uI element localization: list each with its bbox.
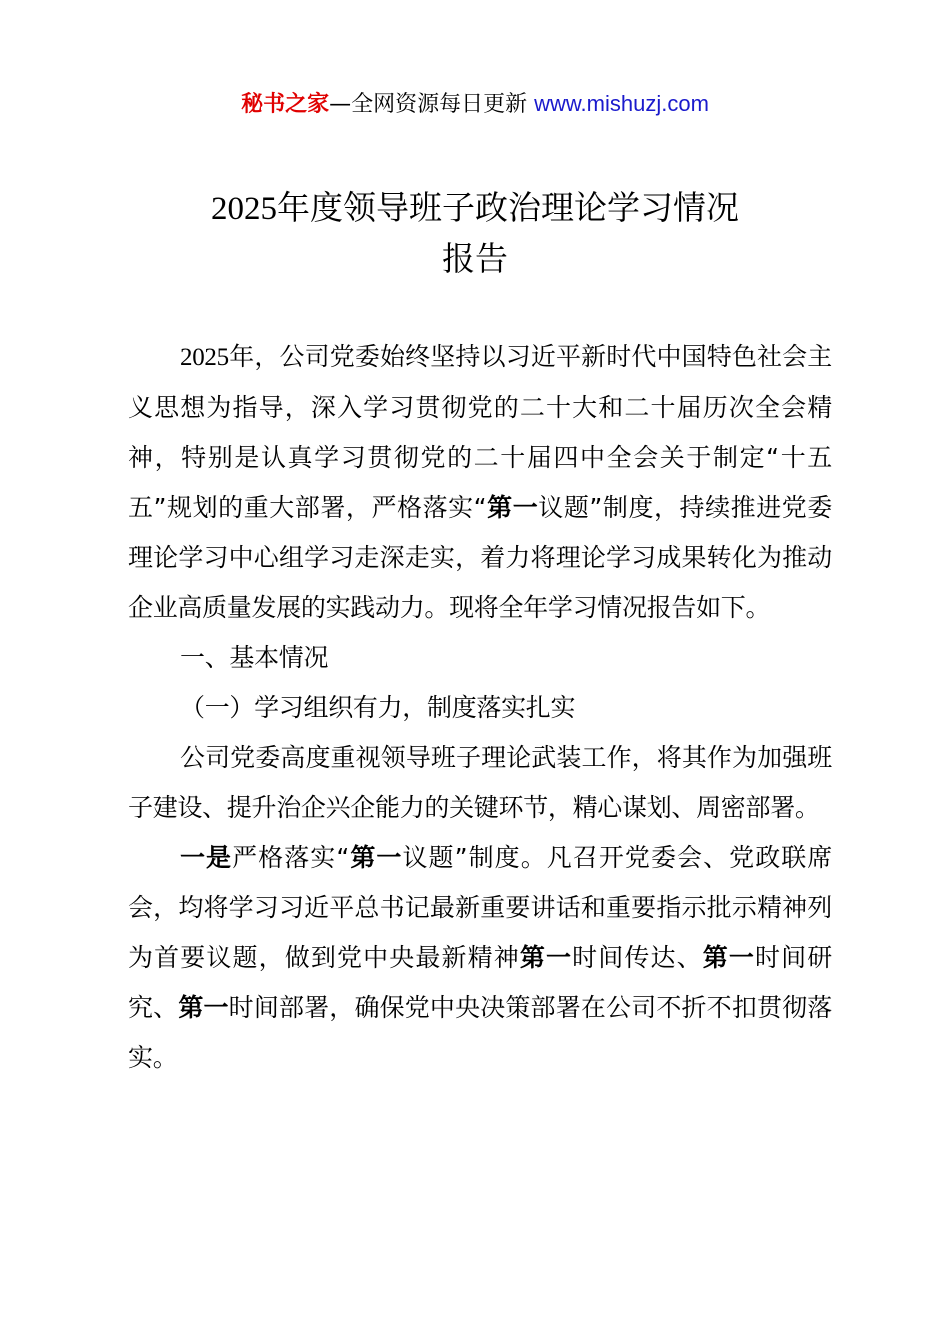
title-year: 2025 bbox=[211, 191, 277, 227]
intro-text-2: 议题”制度，持续推进党委理论学习中心组学习走深走实，着力将理论学习成果转化为推动企业高质量发展的实践动力。现将全年学习情况报告如下。 bbox=[128, 493, 833, 622]
intro-year: 2025 bbox=[180, 344, 229, 371]
point-one-text-5: 时间部署，确保党中央决策部署在公司不折不扣贯彻落实。 bbox=[128, 993, 833, 1072]
point-one-bold-1: 第一 bbox=[349, 843, 403, 872]
brand-name: 秘书之家 bbox=[241, 92, 330, 117]
title-line-1 bbox=[60, 183, 890, 234]
title-line-2: 报告 bbox=[442, 239, 508, 278]
point-one-text-2: 议题”制度。凡召开党委会、党政联席会，均将学习习近平总书记最新重要讲话和重要指示批示精神列为首要议题，做到党中央最新精神 bbox=[128, 843, 833, 972]
document-title bbox=[60, 183, 890, 283]
point-one-lead: 一是 bbox=[180, 843, 233, 872]
site-header bbox=[0, 88, 950, 121]
point-one-bold-3: 第一 bbox=[702, 943, 755, 972]
point-one-paragraph bbox=[128, 833, 832, 1083]
point-one-bold-2: 第一 bbox=[519, 943, 573, 972]
point-one-text-1: 严格落实“ bbox=[232, 843, 349, 872]
header-slogan: —全网资源每日更新 bbox=[329, 92, 528, 117]
intro-bold-first: 第一 bbox=[486, 493, 539, 522]
section-heading: 一、基本情况 bbox=[180, 643, 329, 672]
intro-paragraph bbox=[128, 332, 832, 633]
site-url-link[interactable]: www.mishuzj.com bbox=[534, 91, 709, 116]
point-one-text-4: 时间研究、 bbox=[128, 943, 832, 1022]
point-one-text-3: 时间传达、 bbox=[572, 943, 703, 972]
document-body bbox=[128, 332, 832, 1083]
title-line-1-text: 年度领导班子政治理论学习情况 bbox=[277, 188, 739, 227]
section-paragraph: 公司党委高度重视领导班子理论武装工作，将其作为加强班子建设、提升治企兴企能力的关键环节，精心谋划、周密部署。 bbox=[128, 743, 832, 822]
point-one-bold-4: 第一 bbox=[178, 993, 229, 1022]
intro-text-1: 年，公司党委始终坚持以习近平新时代中国特色社会主义思想为指导，深入学习贯彻党的二十大和二十届历次全会精神，特别是认真学习贯彻党的二十届四中全会关于制定“十五五”规划的重大部署，严格落实“ bbox=[128, 342, 832, 522]
subsection-heading: （一）学习组织有力，制度落实扎实 bbox=[180, 693, 576, 722]
